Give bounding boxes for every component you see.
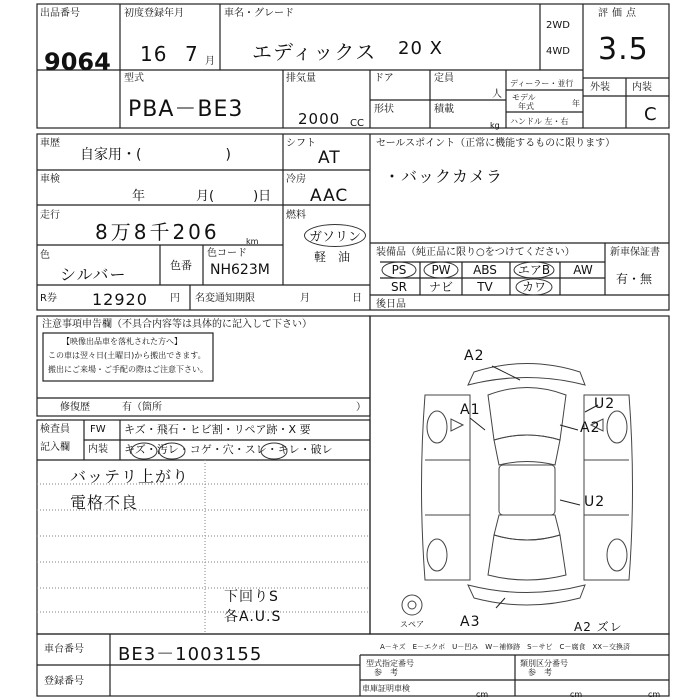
interior-grade-value: C [644, 104, 658, 125]
mark-bottom-right: A2 ズレ [574, 620, 623, 634]
repair-history-label: 修復歴 [60, 402, 90, 413]
chassis-no-label: 車台番号 [44, 644, 84, 655]
yen-unit: 円 [170, 293, 180, 304]
reference-label-2: 参 考 [528, 668, 552, 677]
class-no-label: 類別区分番号 [520, 659, 568, 668]
drive-4wd-label: 4WD [546, 46, 570, 57]
displacement-label: 排気量 [286, 73, 316, 84]
equipment-abs: ABS [473, 263, 497, 277]
note-line-4: 各A.U.S [224, 609, 282, 625]
spare-label: スペア [400, 620, 424, 629]
legend-text: A－キズ E－エクボ U－凹み W－補修跡 S－サビ C－腐食 XX－交換済 [380, 643, 631, 651]
vehicle-cert-label: 車庫証明車検 [362, 684, 410, 693]
capacity-label: 定員 [434, 73, 454, 84]
equipment-airbag: エアB [517, 263, 551, 277]
note-line-2: 電格不良 [70, 493, 139, 512]
warranty-label: 新車保証書 [610, 247, 660, 258]
score-label: 評価点 [598, 8, 640, 19]
equipment-navi: ナビ [428, 280, 453, 294]
person-unit: 人 [492, 89, 502, 100]
fw-label: FW [90, 424, 106, 435]
cm-unit-1: cm [476, 690, 489, 699]
sales-point-label: セールスポイント（正常に機能するものに限ります） [376, 138, 616, 149]
equipment-leather: カワ [521, 280, 546, 294]
sales-point-value: ・バックカメラ [384, 167, 504, 186]
repair-history-close: ） [356, 402, 366, 413]
reference-label: 参 考 [374, 668, 398, 677]
model-type-label: 型式 [124, 73, 144, 84]
mark-right-lower: U2 [584, 494, 606, 510]
rear-seat-label: 後日品 [376, 299, 406, 310]
first-reg-label: 初度登録年月 [124, 8, 184, 19]
recycle-value: 12920 [92, 290, 148, 309]
mark-right-top: U2 [594, 396, 616, 412]
equipment-sr: SR [391, 280, 407, 294]
lot-no-value: 9064 [44, 48, 111, 76]
notice-line-2: この車は翌々日(土曜日)から搬出できます。 [48, 351, 206, 360]
equipment-ps: PS [391, 263, 407, 277]
equipment-label: 装備品（純正品に限り○をつけてください） [376, 247, 575, 258]
notes-title: 注意事項申告欄（不具合内容等は具体的に記入して下さい） [42, 319, 312, 330]
name-change-month: 月 [300, 293, 310, 304]
shape-label: 形状 [374, 104, 394, 115]
color-label: 色 [40, 250, 50, 261]
mark-front-top: A2 [464, 348, 485, 364]
cm-unit-2: cm [570, 690, 583, 699]
door-label: ドア [374, 73, 394, 84]
load-label: 積載 [434, 104, 454, 115]
inspection-month-day: 月( )日 [196, 189, 272, 204]
notice-line-1: 【映像出品車を落札された方へ】 [62, 337, 182, 346]
chassis-no-value: BE3－1003155 [118, 644, 263, 665]
color-no-label: 色番 [170, 259, 192, 272]
note-line-1: バッテリ上がり [70, 467, 190, 486]
km-unit: km [246, 237, 259, 246]
reg-year-value: 16 [140, 42, 168, 66]
lot-no-label: 出品番号 [40, 8, 80, 19]
inspector-label: 検査員 [40, 424, 70, 435]
mark-left-front: A1 [460, 402, 481, 418]
shift-value: AT [318, 148, 341, 168]
interior-label: 内装 [632, 82, 652, 93]
mark-bottom: A3 [460, 614, 481, 630]
car-name-grade-label: 車名・グレード [224, 8, 294, 19]
displacement-value: 2000 [298, 110, 341, 128]
repair-history-value: 有（箇所 [122, 402, 162, 413]
shift-label: シフト [286, 138, 316, 149]
grade-value: 20 X [398, 38, 443, 59]
cooling-label: 冷房 [286, 174, 306, 185]
history-value: 自家用・( ) [80, 147, 231, 163]
cm-unit-3: cm [648, 690, 661, 699]
equipment-pw: PW [431, 263, 451, 277]
name-change-label: 名変通知期限 [195, 293, 255, 304]
handle-label: ハンドル 左・右 [510, 117, 569, 126]
year-short-label: 年式 [518, 102, 534, 111]
year-char-label: 年 [572, 99, 580, 108]
fuel-value-circled: ガソリン [304, 224, 366, 247]
entry-label: 記入欄 [40, 442, 70, 453]
score-value: 3.5 [598, 32, 649, 67]
type-approval-label: 型式指定番号 [366, 659, 414, 668]
notice-line-3: 搬出にご来場・ご手配の際はご注意下さい。 [48, 365, 208, 374]
model-type-value: PBA－BE3 [128, 97, 244, 122]
cc-unit: CC [350, 118, 364, 129]
model-year-label: モデル [512, 93, 536, 102]
fw-items: キズ・飛石・ヒビ割・リペア跡・X 要 [124, 423, 311, 436]
car-name-value: エディックス [252, 40, 377, 64]
mark-right-mid: A2 [580, 420, 601, 436]
reg-month-value: 7 [185, 42, 199, 66]
color-code-value: NH623M [210, 262, 270, 278]
equipment-aw: AW [573, 263, 593, 277]
dealer-label: ディーラー・並行 [510, 79, 574, 88]
reg-no-label: 登録番号 [44, 676, 84, 687]
inspection-year: 年 [132, 189, 146, 204]
inspection-label: 車検 [40, 174, 60, 185]
recycle-label: R券 [40, 293, 57, 304]
month-unit: 月 [205, 56, 215, 67]
name-change-day: 日 [352, 293, 362, 304]
mileage-label: 走行 [40, 210, 60, 221]
mileage-value: 8万8千206 [95, 220, 220, 244]
history-label: 車歴 [40, 138, 60, 149]
kg-unit: kg [490, 121, 500, 130]
fuel-label: 燃料 [286, 210, 306, 221]
color-value: シルバー [60, 265, 127, 284]
interior-code-label: 内装 [88, 444, 108, 455]
equipment-tv: TV [477, 280, 493, 294]
color-code-label: 色コード [207, 248, 247, 259]
warranty-value: 有・無 [616, 272, 653, 286]
interior-items: キズ・汚レ・コゲ・穴・スレ・キレ・破レ [124, 443, 333, 456]
drive-2wd-label: 2WD [546, 20, 570, 31]
note-line-3: 下回りS [224, 589, 279, 605]
cooling-value: AAC [310, 186, 349, 206]
fuel-light-label: 軽 油 [314, 250, 351, 264]
exterior-label: 外装 [590, 82, 610, 93]
